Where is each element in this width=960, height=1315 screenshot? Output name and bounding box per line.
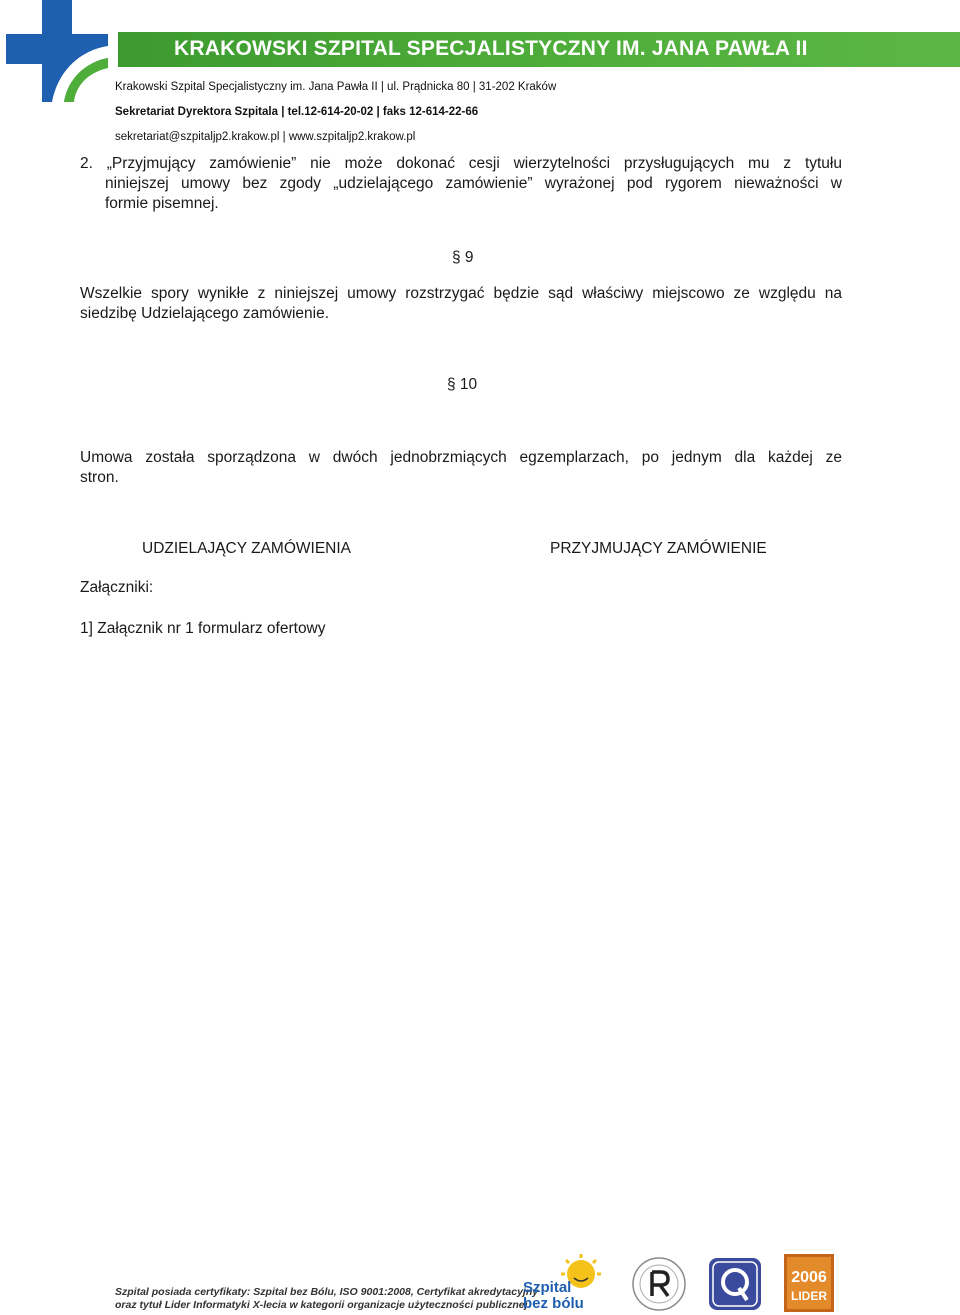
signature-ordering-party: UDZIELAJĄCY ZAMÓWIENIA <box>142 540 351 557</box>
section-9-line: Wszelkie spory wynikłe z niniejszej umowy rozstrzygać będzie sąd właściwy miejscowo ze względu na <box>80 285 842 302</box>
badge-lider-year: 2006 <box>791 1269 827 1286</box>
quality-certificate-badge <box>630 1256 688 1312</box>
paragraph-2-line: 2. „Przyjmujący zamówienie” nie może dokonać cesji wierzytelności przysługujących mu z tytułu <box>80 155 842 172</box>
header-web: sekretariat@szpitaljp2.krakow.pl | www.szpitaljp2.krakow.pl <box>115 131 416 143</box>
section-9-heading: § 9 <box>452 249 474 266</box>
signature-contractor: PRZYJMUJĄCY ZAMÓWIENIE <box>550 540 767 557</box>
section-10-heading: § 10 <box>447 376 478 393</box>
attachment-1: 1] Załącznik nr 1 formularz ofertowy <box>80 620 326 637</box>
footer-certificates <box>115 1286 538 1312</box>
paragraph-2-line: niniejszej umowy bez zgody „udzielającego zamówienie” wyrażonej pod rygorem nieważności w <box>105 175 842 192</box>
szpital-bez-bolu-badge <box>521 1252 613 1312</box>
badge-szpital-label: Szpital <box>523 1279 572 1296</box>
footer-line: oraz tytuł Lider Informatyki X-lecia w kategorii organizacje użyteczności publicznej <box>115 1299 528 1311</box>
section-9-text <box>80 284 842 324</box>
header-address: Krakowski Szpital Specjalistyczny im. Jana Pawła II | ul. Prądnicka 80 | 31-202 Kraków <box>115 81 557 93</box>
header-contact: Sekretariat Dyrektora Szpitala | tel.12-614-20-02 | faks 12-614-22-66 <box>115 106 479 118</box>
section-9-line: siedzibę Udzielającego zamówienie. <box>80 305 329 322</box>
paragraph-2 <box>80 154 842 214</box>
section-10-line: Umowa została sporządzona w dwóch jednobrzmiących egzemplarzach, po jednym dla każdej ze <box>80 449 842 466</box>
badge-lider-label: LIDER <box>791 1289 827 1303</box>
section-10-text <box>80 448 842 488</box>
hospital-title: KRAKOWSKI SZPITAL SPECJALISTYCZNY IM. JANA PAWŁA II <box>174 37 808 60</box>
section-10-line: stron. <box>80 469 119 486</box>
hospital-cross-logo <box>6 0 108 102</box>
lider-2006-badge <box>784 1254 834 1312</box>
badge-bez-bolu-label: bez bólu <box>523 1295 584 1312</box>
iso-certificate-badge <box>707 1256 763 1312</box>
attachments-label: Załączniki: <box>80 579 154 596</box>
paragraph-2-line: formie pisemnej. <box>105 195 219 212</box>
footer-line: Szpital posiada certyfikaty: Szpital bez Bólu, ISO 9001:2008, Certyfikat akredytacyjny <box>115 1286 539 1298</box>
